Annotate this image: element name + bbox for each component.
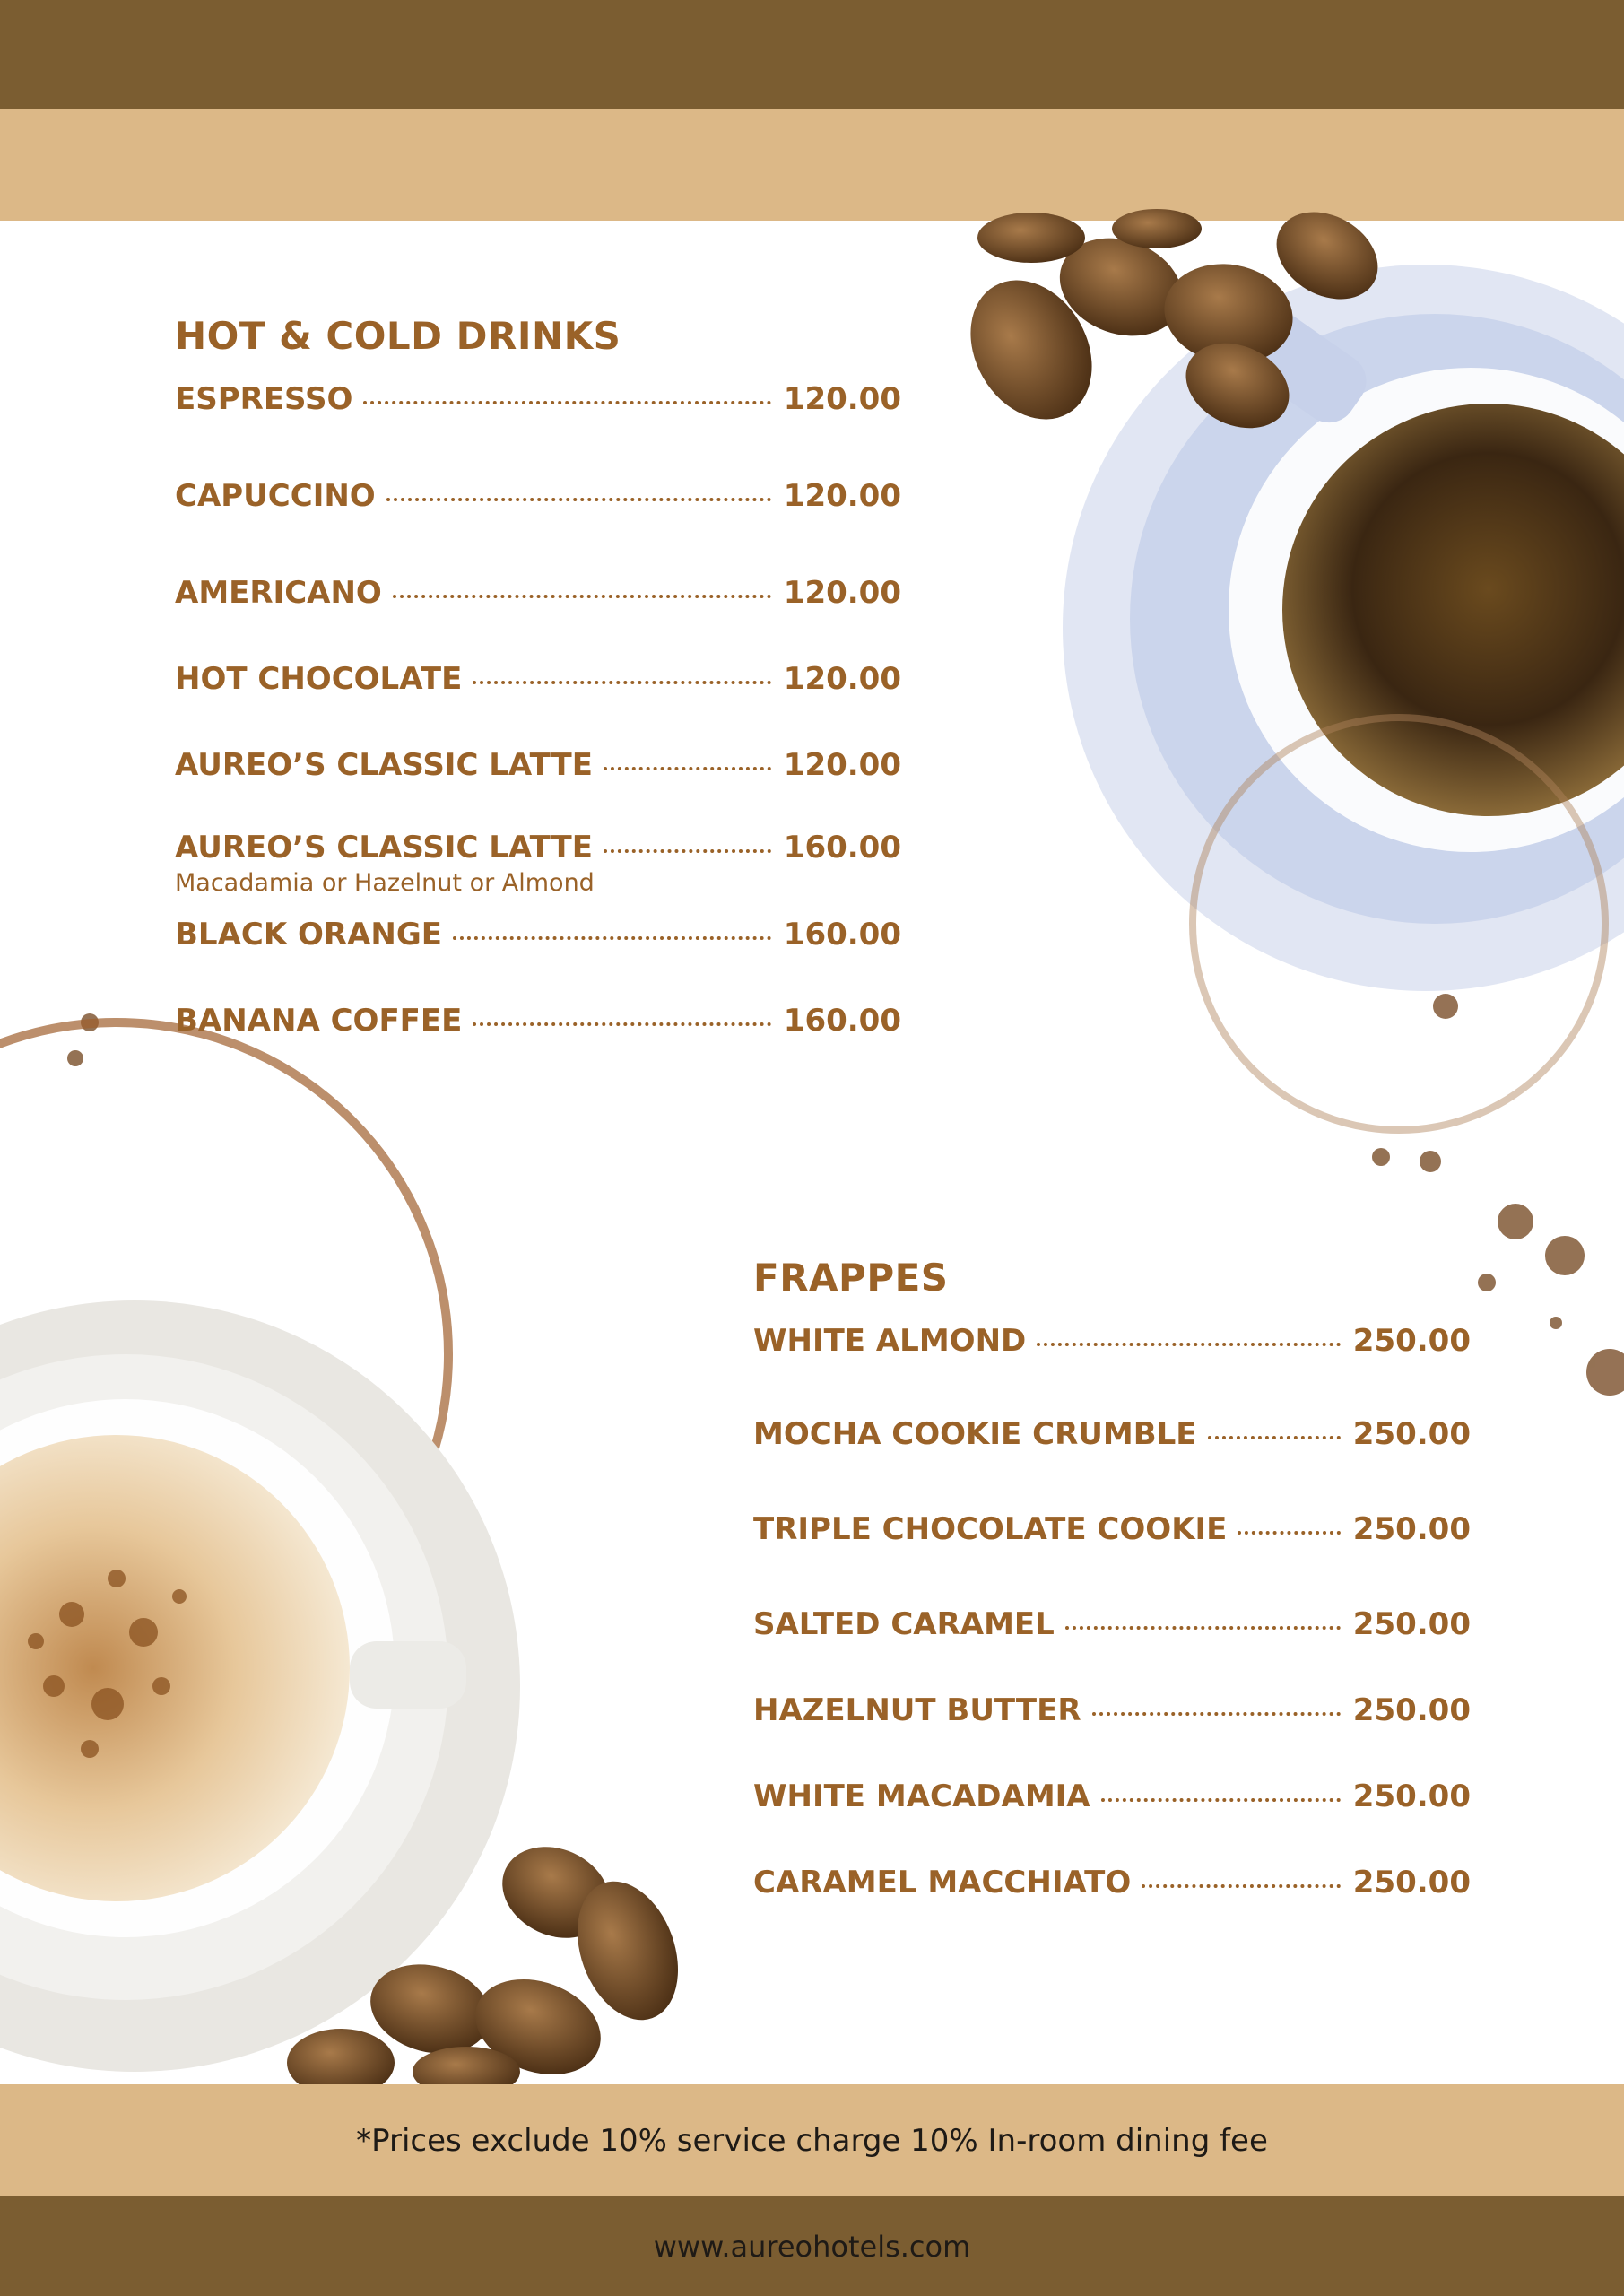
- item-name: ESPRESSO: [175, 381, 353, 417]
- menu-item: [175, 917, 901, 952]
- menu-item-row: [753, 1323, 1471, 1359]
- menu-item: [753, 1323, 1471, 1359]
- dot-leader: [363, 401, 770, 404]
- menu-item-row: [175, 478, 901, 514]
- item-name: TRIPLE CHOCOLATE COOKIE: [753, 1511, 1228, 1547]
- menu-item-row: [753, 1779, 1471, 1814]
- menu-item-row: [175, 917, 901, 952]
- item-name: AMERICANO: [175, 575, 382, 611]
- item-name: HOT CHOCOLATE: [175, 661, 463, 697]
- menu-item-row: [175, 747, 901, 783]
- item-price: 250.00: [1352, 1416, 1471, 1452]
- item-name: WHITE MACADAMIA: [753, 1779, 1090, 1814]
- item-name: AUREO’S CLASSIC LATTE: [175, 747, 593, 783]
- item-price: 160.00: [783, 917, 901, 952]
- item-price: 120.00: [783, 381, 901, 417]
- dot-leader: [604, 767, 771, 770]
- item-name: AUREO’S CLASSIC LATTE: [175, 830, 593, 865]
- menu-item: [753, 1511, 1471, 1547]
- item-name: SALTED CARAMEL: [753, 1606, 1055, 1642]
- dot-leader: [393, 595, 771, 598]
- item-description: Macadamia or Hazelnut or Almond: [175, 869, 595, 897]
- menu-item-row: [175, 575, 901, 611]
- menu-item: [175, 661, 901, 697]
- menu-item-row: [753, 1416, 1471, 1452]
- dot-leader: [1037, 1343, 1341, 1346]
- item-price: 250.00: [1352, 1692, 1471, 1728]
- menu-item: [753, 1779, 1471, 1814]
- item-price: 250.00: [1352, 1323, 1471, 1359]
- dot-leader: [473, 1022, 770, 1026]
- menu-item: [753, 1865, 1471, 1900]
- menu-item: [175, 830, 901, 897]
- website-link[interactable]: www.aureohotels.com: [653, 2229, 971, 2264]
- item-name: CAPUCCINO: [175, 478, 376, 514]
- dot-leader: [473, 681, 770, 684]
- menu-item: [175, 478, 901, 514]
- item-name: BLACK ORANGE: [175, 917, 443, 952]
- espresso-cup-icon: [1063, 265, 1624, 1130]
- hot-cold-drinks-section: [175, 314, 901, 1039]
- item-price: 120.00: [783, 575, 901, 611]
- menu-item: [175, 747, 901, 783]
- item-price: 250.00: [1352, 1511, 1471, 1547]
- section-title: FRAPPES: [753, 1256, 949, 1300]
- menu-item-row: [175, 661, 901, 697]
- menu-item-row: [753, 1865, 1471, 1900]
- item-name: WHITE ALMOND: [753, 1323, 1027, 1359]
- section-title: HOT & COLD DRINKS: [175, 314, 621, 358]
- item-name: BANANA COFFEE: [175, 1003, 463, 1039]
- item-price: 250.00: [1352, 1779, 1471, 1814]
- item-price: 120.00: [783, 478, 901, 514]
- price-note: *Prices exclude 10% service charge 10% In-room dining fee: [356, 2122, 1268, 2159]
- menu-item-row: [175, 381, 901, 417]
- menu-item-row: [753, 1606, 1471, 1642]
- item-price: 120.00: [783, 747, 901, 783]
- menu-item-row: [753, 1511, 1471, 1547]
- bottom-band-light: [0, 2084, 1624, 2196]
- item-name: HAZELNUT BUTTER: [753, 1692, 1081, 1728]
- latte-cup-icon: [0, 1022, 520, 2072]
- menu-item: [753, 1606, 1471, 1642]
- item-price: 160.00: [783, 1003, 901, 1039]
- menu-item-row: [175, 830, 901, 865]
- menu-item: [753, 1416, 1471, 1452]
- item-price: 250.00: [1352, 1606, 1471, 1642]
- item-price: 160.00: [783, 830, 901, 865]
- menu-item: [753, 1692, 1471, 1728]
- dot-leader: [1101, 1798, 1341, 1802]
- frappes-section: [753, 1256, 1471, 1900]
- bottom-band-dark: [0, 2196, 1624, 2296]
- menu-item-row: [175, 1003, 901, 1039]
- dot-leader: [1142, 1884, 1341, 1888]
- dot-leader: [1238, 1531, 1340, 1535]
- menu-item: [175, 1003, 901, 1039]
- menu-item-row: [753, 1692, 1471, 1728]
- dot-leader: [1208, 1436, 1341, 1439]
- dot-leader: [1092, 1712, 1341, 1716]
- menu-item: [175, 575, 901, 611]
- dot-leader: [1065, 1626, 1341, 1630]
- menu-item: [175, 381, 901, 417]
- item-price: 250.00: [1352, 1865, 1471, 1900]
- item-name: MOCHA COOKIE CRUMBLE: [753, 1416, 1197, 1452]
- item-name: CARAMEL MACCHIATO: [753, 1865, 1132, 1900]
- dot-leader: [453, 936, 771, 940]
- dot-leader: [386, 498, 771, 501]
- item-price: 120.00: [783, 661, 901, 697]
- dot-leader: [604, 849, 771, 853]
